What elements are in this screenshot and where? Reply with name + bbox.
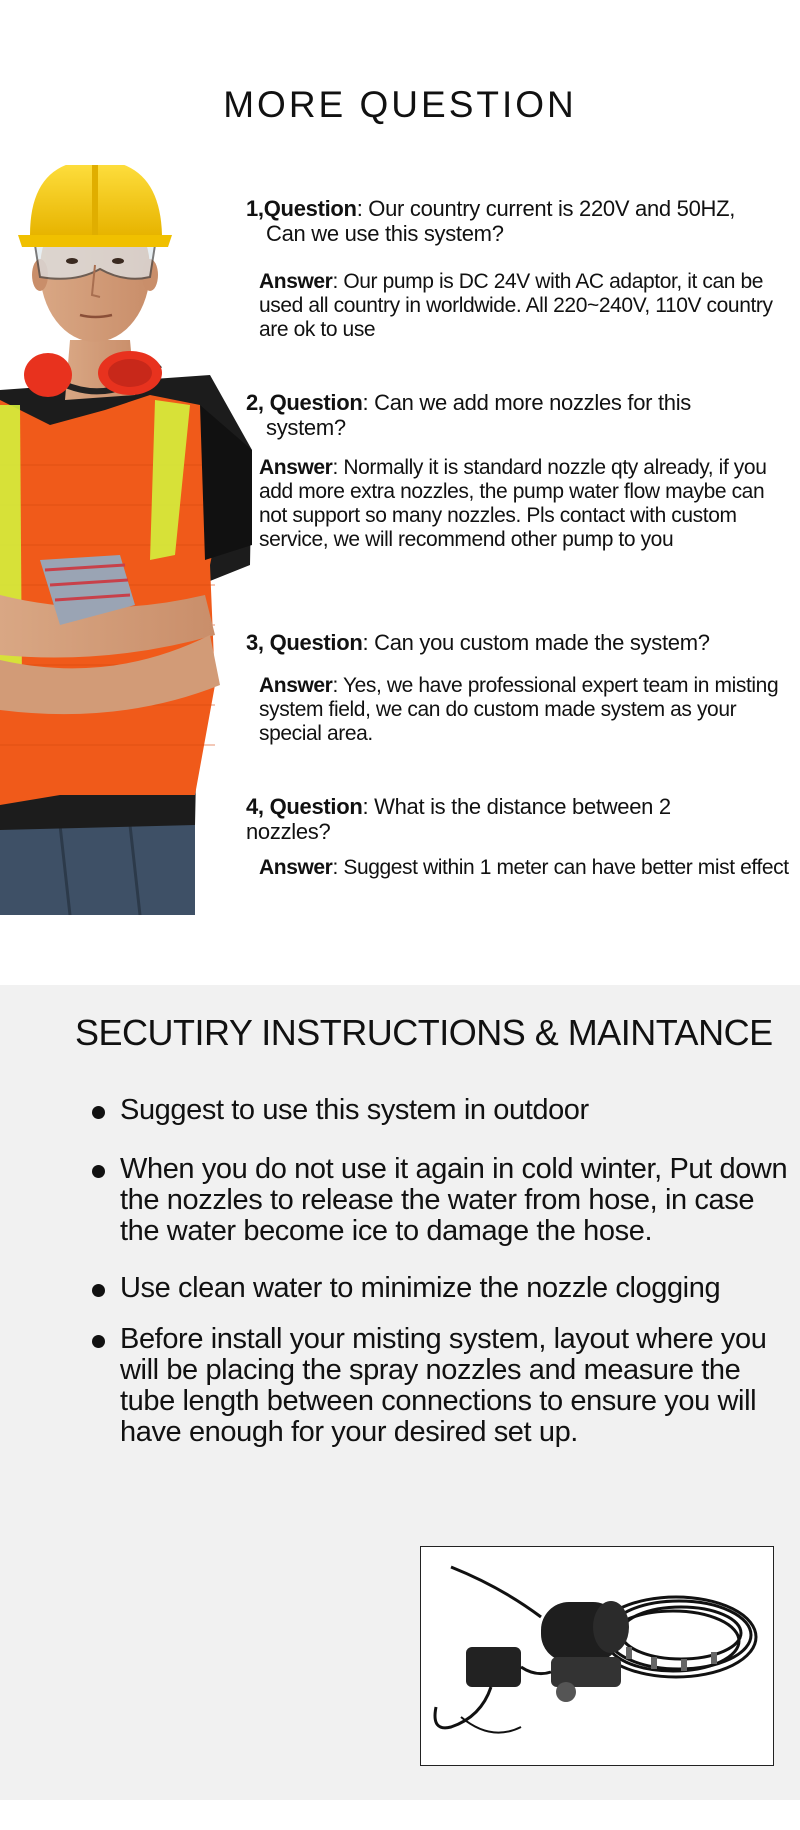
question-label: Question bbox=[269, 630, 363, 655]
list-item-text: Use clean water to minimize the nozzle clogging bbox=[120, 1272, 721, 1304]
pump-product-image bbox=[420, 1546, 774, 1766]
question-text: : What is the distance between 2 bbox=[362, 794, 671, 819]
question-number: 2, bbox=[246, 390, 270, 415]
list-item bbox=[88, 1154, 788, 1247]
bottom-margin bbox=[0, 1800, 800, 1830]
question-text-continued: nozzles? bbox=[246, 819, 331, 844]
answer-label: Answer bbox=[259, 270, 333, 293]
list-item bbox=[88, 1273, 788, 1304]
answer-text: : Our pump is DC 24V with AC adaptor, it can be used all country in worldwide. All 220~240V, 110V country are ok to use bbox=[259, 270, 773, 341]
question-text-continued: Can we use this system? bbox=[266, 221, 504, 246]
answer-3 bbox=[259, 674, 789, 746]
question-text: : Our country current is 220V and 50HZ, bbox=[356, 196, 736, 221]
question-number: 3, bbox=[246, 630, 270, 655]
list-item bbox=[88, 1095, 788, 1126]
answer-2 bbox=[259, 456, 789, 552]
faq-title: MORE QUESTION bbox=[223, 84, 577, 125]
bullet-icon bbox=[92, 1165, 105, 1178]
question-label: Question bbox=[263, 196, 357, 221]
security-list bbox=[88, 1095, 788, 1448]
question-text: : Can you custom made the system? bbox=[362, 630, 710, 655]
answer-label: Answer bbox=[259, 456, 333, 479]
misting-pump-kit-icon bbox=[421, 1547, 773, 1765]
answer-text: : Yes, we have professional expert team in misting system field, we can do custom made system as your special area. bbox=[259, 674, 779, 745]
question-number: 1, bbox=[246, 196, 264, 221]
question-3 bbox=[246, 630, 710, 655]
question-1 bbox=[246, 196, 735, 246]
answer-1 bbox=[259, 270, 789, 342]
question-label: Question bbox=[269, 390, 363, 415]
bullet-icon bbox=[92, 1106, 105, 1119]
answer-text: : Suggest within 1 meter can have better mist effect bbox=[332, 856, 789, 879]
question-text-continued: system? bbox=[266, 415, 346, 440]
security-title: SECUTIRY INSTRUCTIONS & MAINTANCE bbox=[75, 1012, 773, 1053]
question-label: Question bbox=[269, 794, 363, 819]
answer-label: Answer bbox=[259, 856, 333, 879]
question-4 bbox=[246, 794, 671, 844]
bullet-icon bbox=[92, 1284, 105, 1297]
list-item-text: Before install your misting system, layout where you will be placing the spray nozzles and measure the tube length between connections to ensure you will have enough for your desired set up. bbox=[120, 1323, 767, 1448]
answer-text: : Normally it is standard nozzle qty already, if you add more extra nozzles, the pump water flow maybe can not support so many nozzles. Pls contact with custom service, we will recommend other pump to you bbox=[259, 456, 767, 551]
question-text: : Can we add more nozzles for this bbox=[362, 390, 692, 415]
question-2 bbox=[246, 390, 691, 440]
question-number: 4, bbox=[246, 794, 270, 819]
answer-label: Answer bbox=[259, 674, 333, 697]
construction-worker-image bbox=[0, 165, 255, 915]
answer-4 bbox=[259, 856, 789, 880]
list-item-text: When you do not use it again in cold winter, Put down the nozzles to release the water from hose, in case the water become ice to damage the hose. bbox=[120, 1153, 788, 1247]
bullet-icon bbox=[92, 1335, 105, 1348]
list-item bbox=[88, 1324, 788, 1448]
list-item-text: Suggest to use this system in outdoor bbox=[120, 1094, 589, 1126]
